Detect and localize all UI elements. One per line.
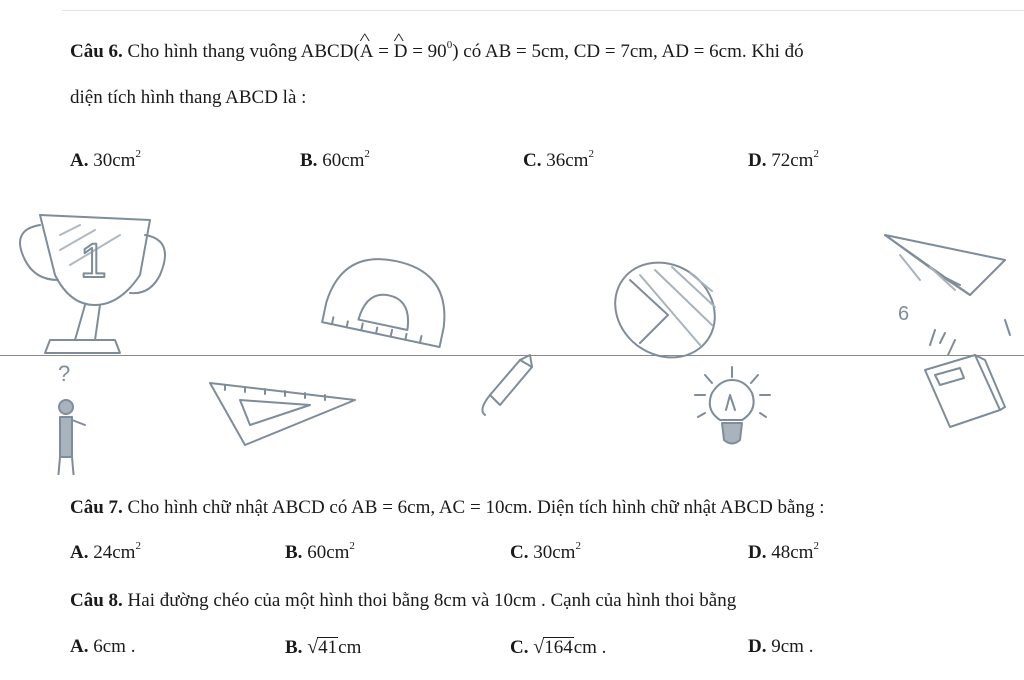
option-label: C. xyxy=(510,542,529,563)
option-value: 72cm xyxy=(766,150,814,171)
light-bulb-icon xyxy=(695,367,770,444)
sqrt-sign: √ xyxy=(533,636,545,658)
person-icon xyxy=(58,361,85,475)
top-rule xyxy=(62,10,1024,11)
option-unit: cm xyxy=(338,637,362,658)
pencil-icon xyxy=(482,355,532,415)
q7-option-a[interactable] xyxy=(70,542,141,564)
book-icon xyxy=(925,355,1005,427)
option-label: A. xyxy=(70,542,89,563)
option-value: 9cm . xyxy=(766,636,814,657)
option-value: 36cm xyxy=(541,150,589,171)
option-label: A. xyxy=(70,636,89,657)
exponent: 2 xyxy=(349,540,355,552)
option-label: A. xyxy=(70,150,89,171)
exponent: 2 xyxy=(813,540,819,552)
svg-text:?: ? xyxy=(58,361,71,386)
exponent: 2 xyxy=(364,148,370,160)
option-value: 48cm xyxy=(766,542,814,563)
option-value: 30cm xyxy=(88,150,136,171)
question-6-line-2: diện tích hình thang ABCD là : xyxy=(70,87,307,108)
q7-option-d[interactable] xyxy=(748,542,819,564)
q6-option-b[interactable] xyxy=(300,150,370,172)
option-unit: cm . xyxy=(573,637,607,658)
question-8 xyxy=(70,589,736,613)
angle-a: ^ A xyxy=(360,40,374,64)
option-value: 60cm xyxy=(302,542,350,563)
protractor-icon xyxy=(322,249,455,347)
q7-label: Câu 7. xyxy=(70,497,123,518)
paper-plane-icon xyxy=(885,235,1010,355)
trophy-number: 1 xyxy=(80,235,107,288)
exponent: 2 xyxy=(135,540,141,552)
q8-label: Câu 8. xyxy=(70,590,123,611)
q8-option-c[interactable] xyxy=(510,636,606,659)
q7-option-b[interactable] xyxy=(285,542,355,564)
q6-option-c[interactable] xyxy=(523,150,594,172)
exponent: 2 xyxy=(575,540,581,552)
option-value: 6cm . xyxy=(88,636,136,657)
q6-text-a: Cho hình thang vuông ABCD( xyxy=(122,41,360,62)
radicand: 164 xyxy=(544,637,573,658)
option-label: C. xyxy=(510,637,529,658)
angle-d: ^ D xyxy=(394,40,408,64)
option-label: D. xyxy=(748,150,767,171)
exponent: 2 xyxy=(588,148,594,160)
q7-option-c[interactable] xyxy=(510,542,581,564)
q8-option-d[interactable] xyxy=(748,636,813,658)
plane-mark: 6 xyxy=(898,303,910,325)
q8-option-a[interactable] xyxy=(70,636,135,658)
q6-eq-1: = xyxy=(373,41,394,62)
question-7 xyxy=(70,496,825,520)
trophy-icon xyxy=(20,215,165,353)
option-label: B. xyxy=(285,637,303,658)
section-divider xyxy=(0,355,1024,356)
q7-text: Cho hình chữ nhật ABCD có AB = 6cm, AC = 10cm. Diện tích hình chữ nhật ABCD bằng : xyxy=(122,497,825,518)
exponent: 2 xyxy=(135,148,141,160)
option-value: 24cm xyxy=(88,542,136,563)
doodle-band xyxy=(0,195,1024,475)
option-label: B. xyxy=(300,150,318,171)
q6-label: Câu 6. xyxy=(70,41,123,62)
sqrt-sign: √ xyxy=(307,636,319,658)
option-label: C. xyxy=(523,150,542,171)
option-value: 60cm xyxy=(317,150,365,171)
question-6 xyxy=(70,40,804,64)
q8-text: Hai đường chéo của một hình thoi bằng 8cm và 10cm . Cạnh của hình thoi bằng xyxy=(122,590,737,611)
q6-option-a[interactable] xyxy=(70,150,141,172)
q8-option-b[interactable] xyxy=(285,636,361,659)
q6-option-d[interactable] xyxy=(748,150,819,172)
set-square-icon xyxy=(210,383,355,445)
option-label: D. xyxy=(748,636,767,657)
q6-eq-2: = 90 xyxy=(407,41,447,62)
radicand: 41 xyxy=(318,637,338,658)
exponent: 2 xyxy=(813,148,819,160)
option-label: D. xyxy=(748,542,767,563)
option-value: 30cm xyxy=(528,542,576,563)
q6-text-b: ) có AB = 5cm, CD = 7cm, AD = 6cm. Khi đó xyxy=(452,41,804,62)
pie-doodle-icon xyxy=(597,243,734,376)
option-label: B. xyxy=(285,542,303,563)
degree-mark: 0 xyxy=(446,39,453,51)
